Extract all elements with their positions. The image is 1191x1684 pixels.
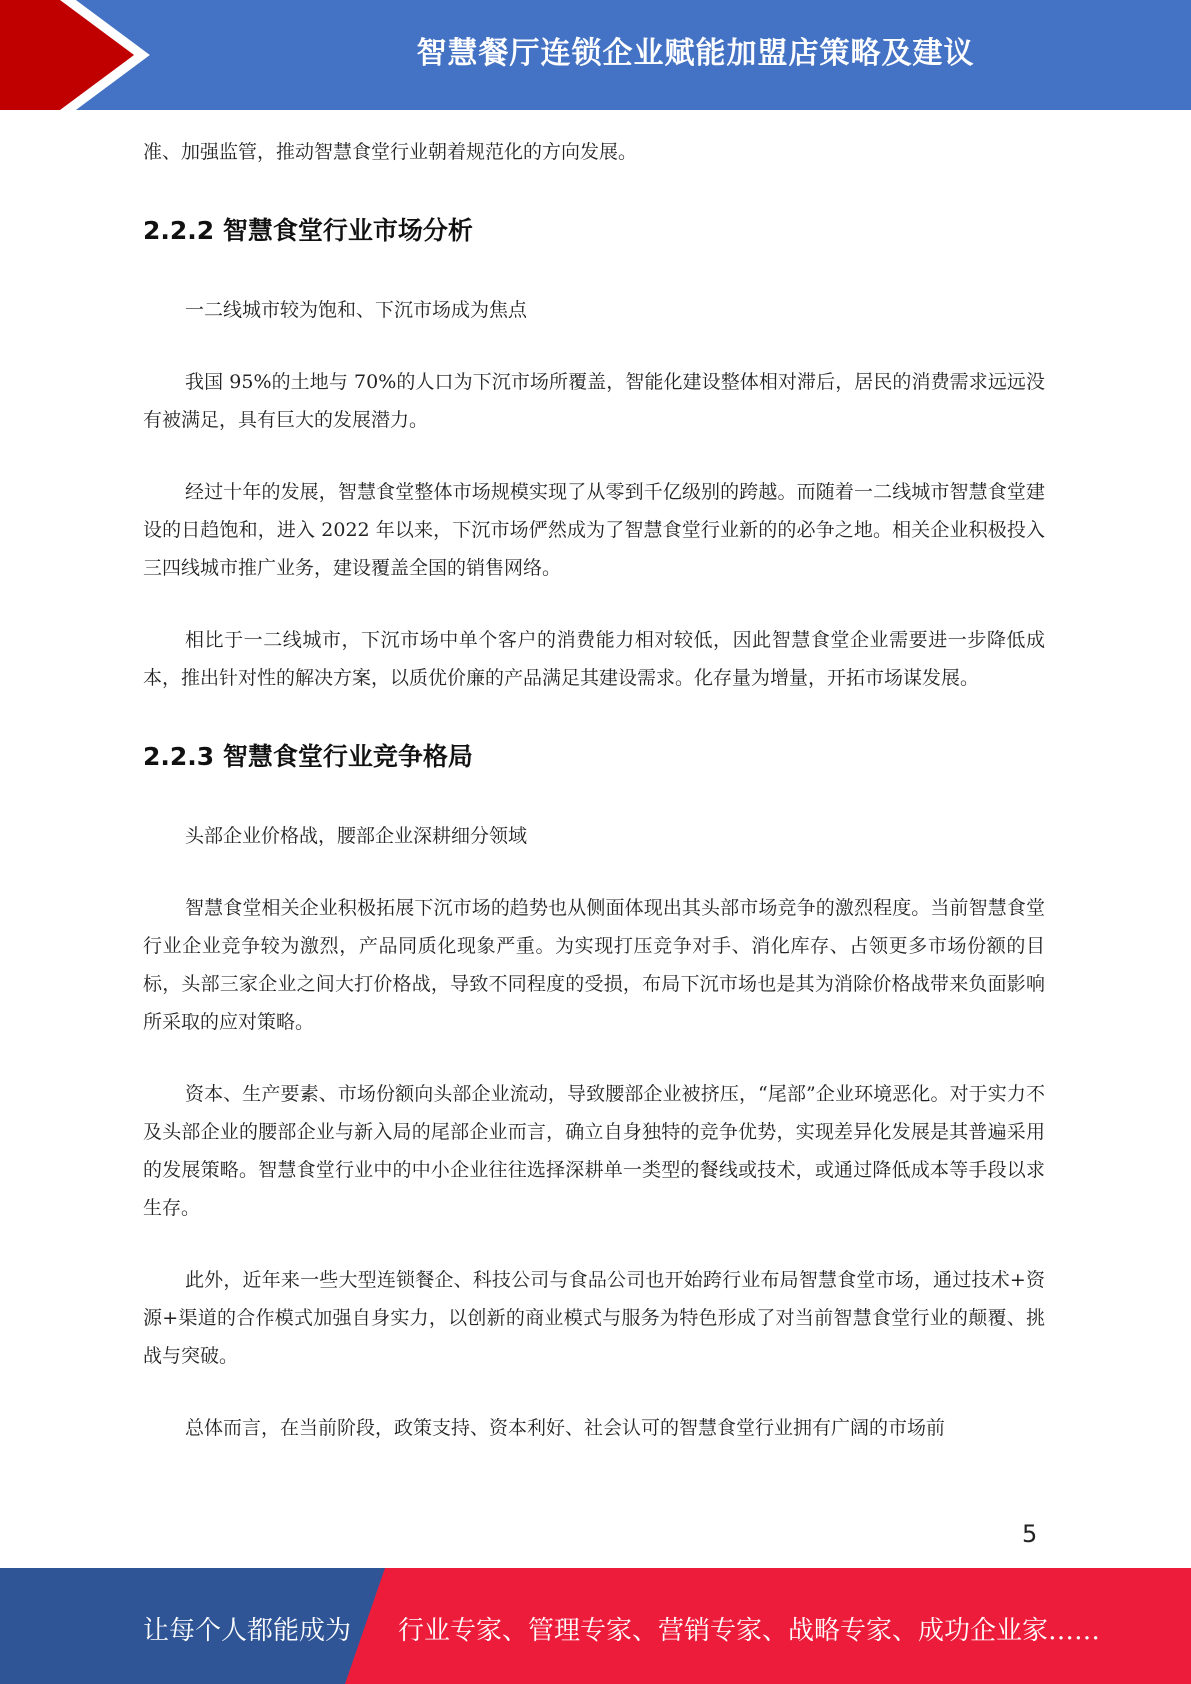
paragraph: 此外，近年来一些大型连锁餐企、科技公司与食品公司也开始跨行业布局智慧食堂市场，通过技术+资源+渠道的合作模式加强自身实力，以创新的商业模式与服务为特色形成了对当前智慧食堂行业的颠覆、挑战与突破。 [143, 1269, 1045, 1367]
footer-slogan-right: 行业专家、管理专家、营销专家、战略专家、成功企业家…… [398, 1616, 1101, 1646]
paragraph: 经过十年的发展，智慧食堂整体市场规模实现了从零到千亿级别的跨越。而随着一二线城市智慧食堂建设的日趋饱和，进入 2022 年以来，下沉市场俨然成为了智慧食堂行业新的的必争之地。相关企业积极投入三四线城市推广业务，建设覆盖全国的销售网络。 [143, 481, 1045, 579]
paragraph: 智慧食堂相关企业积极拓展下沉市场的趋势也从侧面体现出其头部市场竞争的激烈程度。当前智慧食堂行业企业竞争较为激烈，产品同质化现象严重。为实现打压竞争对手、消化库存、占领更多市场份额的目标，头部三家企业之间大打价格战，导致不同程度的受损，布局下沉市场也是其为消除价格战带来负面影响所采取的应对策略。 [143, 897, 1045, 1033]
paragraph: 我国 95%的土地与 70%的人口为下沉市场所覆盖，智能化建设整体相对滞后，居民的消费需求远远没有被满足，具有巨大的发展潜力。 [143, 371, 1045, 431]
paragraph: 一二线城市较为饱和、下沉市场成为焦点 [185, 299, 528, 321]
page-header [0, 0, 1191, 110]
paragraph: 头部企业价格战，腰部企业深耕细分领域 [185, 825, 528, 847]
paragraph: 资本、生产要素、市场份额向头部企业流动，导致腰部企业被挤压，“尾部”企业环境恶化。对于实力不及头部企业的腰部企业与新入局的尾部企业而言，确立自身独特的竞争优势，实现差异化发展是其普遍采用的发展策略。智慧食堂行业中的中小企业往往选择深耕单一类型的餐线或技术，或通过降低成本等手段以求生存。 [143, 1083, 1045, 1219]
paragraph: 相比于一二线城市，下沉市场中单个客户的消费能力相对较低，因此智慧食堂企业需要进一步降低成本，推出针对性的解决方案，以质优价廉的产品满足其建设需求。化存量为增量，开拓市场谋发展。 [143, 629, 1045, 689]
document-title: 智慧餐厅连锁企业赋能加盟店策略及建议 [416, 36, 975, 71]
section-heading-2-2-3: 2.2.3 智慧食堂行业竞争格局 [143, 742, 473, 771]
page-number: 5 [1022, 1520, 1038, 1548]
section-heading-2-2-2: 2.2.2 智慧食堂行业市场分析 [143, 216, 473, 245]
paragraph: 总体而言，在当前阶段，政策支持、资本利好、社会认可的智慧食堂行业拥有广阔的市场前 [185, 1417, 946, 1439]
page-footer [0, 1568, 1191, 1684]
intro-line: 准、加强监管，推动智慧食堂行业朝着规范化的方向发展。 [143, 141, 638, 163]
footer-slogan-left: 让每个人都能成为 [143, 1616, 352, 1646]
document-body [143, 133, 1045, 1447]
